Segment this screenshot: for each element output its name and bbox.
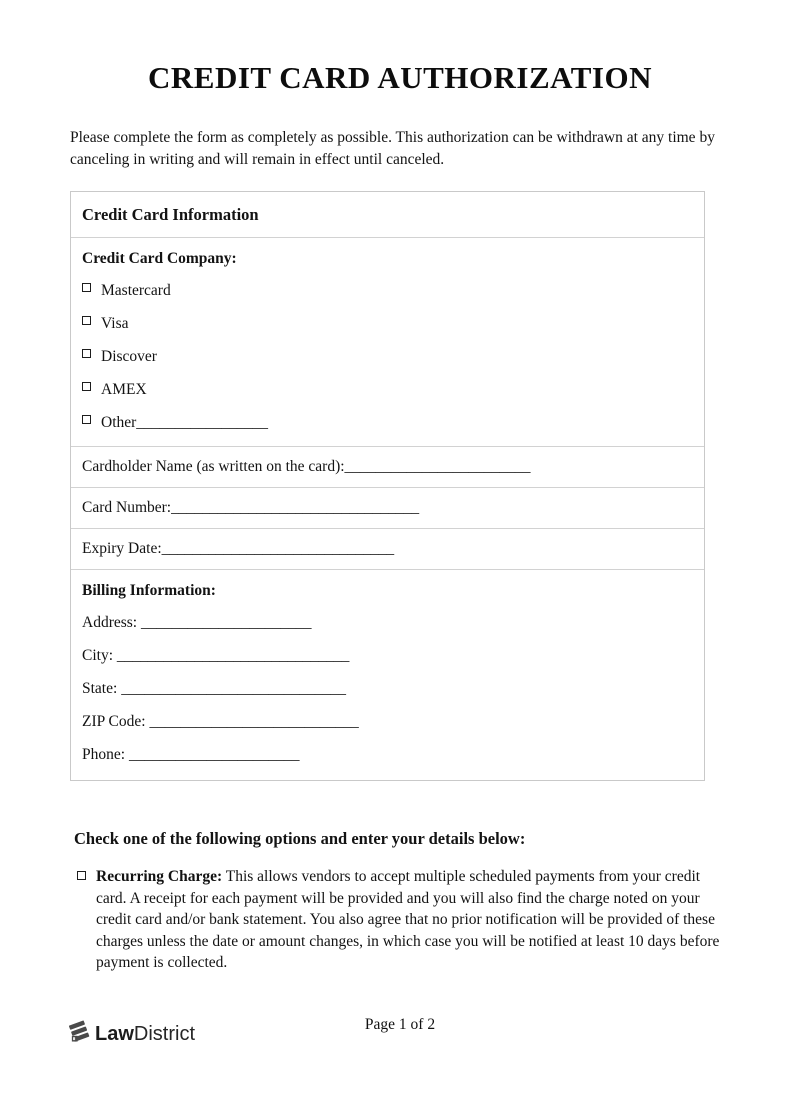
logo-text-regular: District — [133, 1023, 196, 1045]
city-line — [82, 646, 693, 666]
cardholder-name-label: Cardholder Name (as written on the card): — [82, 458, 345, 475]
logo-text-bold: Law — [95, 1023, 134, 1045]
credit-card-company-label: Credit Card Company: — [82, 250, 237, 267]
checkbox-option-other — [82, 413, 693, 433]
recurring-charge-option — [70, 866, 730, 974]
checkbox-label: AMEX — [101, 381, 147, 398]
state-blank: _____________________________ — [117, 680, 346, 697]
recurring-charge-text — [96, 866, 730, 974]
checkbox-label: Other — [101, 414, 137, 431]
city-blank: ______________________________ — [113, 647, 350, 664]
checkbox-icon[interactable] — [77, 871, 86, 880]
checkbox-label: Discover — [101, 348, 157, 365]
billing-information-section — [71, 569, 704, 780]
city-label: City: — [82, 647, 114, 664]
address-line — [82, 613, 693, 633]
phone-line — [82, 745, 693, 765]
checkbox-icon[interactable] — [82, 349, 91, 358]
state-label: State: — [82, 680, 118, 697]
billing-information-label: Billing Information: — [82, 582, 216, 599]
recurring-charge-label: Recurring Charge: — [96, 868, 223, 885]
expiry-date-blank: ______________________________ — [161, 540, 395, 557]
checkbox-option-amex — [82, 380, 693, 400]
zip-code-blank: ___________________________ — [145, 713, 359, 730]
checkbox-icon[interactable] — [82, 283, 91, 292]
card-number-row — [71, 487, 704, 528]
other-blank-line: _________________ — [136, 414, 269, 431]
zip-code-line — [82, 712, 693, 732]
card-number-label: Card Number: — [82, 499, 172, 516]
expiry-date-row — [71, 528, 704, 569]
checkbox-option-visa — [82, 314, 693, 334]
cardholder-name-row — [71, 446, 704, 487]
checkbox-label: Visa — [101, 315, 129, 332]
address-blank: ______________________ — [137, 614, 312, 631]
checkbox-label: Mastercard — [101, 282, 171, 299]
state-line — [82, 679, 693, 699]
checkbox-option-mastercard — [82, 281, 693, 301]
page-title: CREDIT CARD AUTHORIZATION — [148, 60, 652, 95]
zip-code-label: ZIP Code: — [82, 713, 146, 730]
credit-card-company-section — [71, 237, 704, 446]
document-page — [0, 60, 800, 974]
checkbox-option-discover — [82, 347, 693, 367]
card-number-blank: ________________________________ — [171, 499, 420, 516]
checkbox-icon[interactable] — [82, 316, 91, 325]
cardholder-name-blank: ________________________ — [344, 458, 531, 475]
phone-blank: ______________________ — [125, 746, 300, 763]
checkbox-icon[interactable] — [82, 415, 91, 424]
credit-card-information-box — [70, 191, 705, 781]
box-header: Credit Card Information — [82, 205, 259, 224]
page-number: Page 1 of 2 — [364, 1016, 436, 1033]
options-heading: Check one of the following options and enter your details below: — [74, 829, 526, 848]
expiry-date-label: Expiry Date: — [82, 540, 162, 557]
checkbox-icon[interactable] — [82, 382, 91, 391]
address-label: Address: — [82, 614, 138, 631]
recurring-charge-description: This allows vendors to accept multiple scheduled payments from your credit card. A receipt for each payment will be provided and you will also find the charge noted on your credit card and/or bank statement. You also agree that no prior notification will be provided of these charges unless the date or amount changes, in which case you will be notified at least 10 days before payment is collected. — [96, 868, 720, 971]
intro-paragraph: Please complete the form as completely as possible. This authorization can be withdrawn at any time by canceling in writing and will remain in effect until canceled. — [70, 129, 715, 168]
phone-label: Phone: — [82, 746, 126, 763]
page-footer — [0, 1010, 800, 1058]
